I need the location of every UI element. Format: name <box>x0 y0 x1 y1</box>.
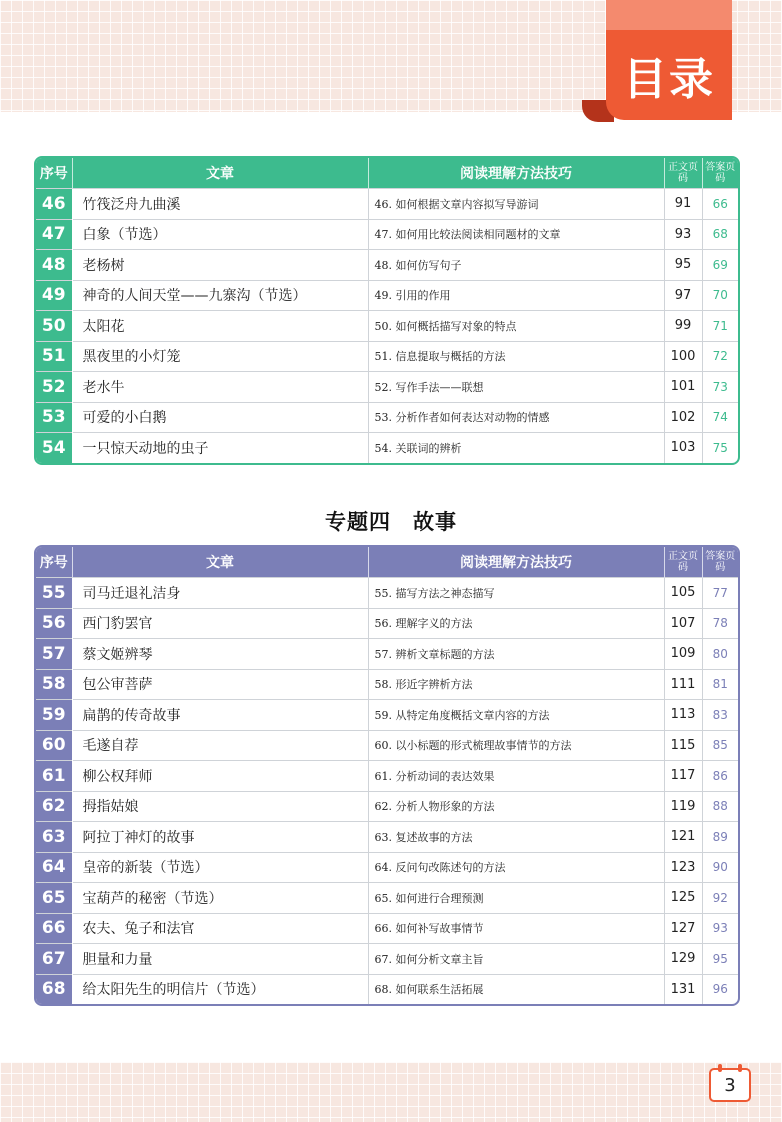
article-title: 包公审菩萨 <box>72 669 368 700</box>
toc-table-1 <box>34 156 740 465</box>
technique-text: 68. 如何联系生活拓展 <box>368 974 664 1004</box>
row-number: 68 <box>36 974 72 1004</box>
row-number: 62 <box>36 791 72 822</box>
page-number-cell: 103 <box>664 433 702 463</box>
article-title: 老杨树 <box>72 250 368 281</box>
answer-page-cell: 81 <box>702 669 738 700</box>
row-number: 53 <box>36 402 72 433</box>
page-number-cell: 123 <box>664 852 702 883</box>
page-number-cell: 109 <box>664 639 702 670</box>
technique-text: 67. 如何分析文章主旨 <box>368 944 664 975</box>
article-title: 皇帝的新装（节选） <box>72 852 368 883</box>
row-number: 66 <box>36 913 72 944</box>
technique-text: 48. 如何仿写句子 <box>368 250 664 281</box>
table-row <box>36 852 738 883</box>
table-row <box>36 669 738 700</box>
article-title: 竹筏泛舟九曲溪 <box>72 189 368 220</box>
row-number: 57 <box>36 639 72 670</box>
article-title: 黑夜里的小灯笼 <box>72 341 368 372</box>
page-number-cell: 111 <box>664 669 702 700</box>
page-number-cell: 121 <box>664 822 702 853</box>
table-row <box>36 883 738 914</box>
answer-page-cell: 74 <box>702 402 738 433</box>
table-row <box>36 639 738 670</box>
answer-page-cell: 68 <box>702 219 738 250</box>
page-number-cell: 99 <box>664 311 702 342</box>
answer-page-cell: 80 <box>702 639 738 670</box>
page-number-cell: 95 <box>664 250 702 281</box>
technique-text: 52. 写作手法——联想 <box>368 372 664 403</box>
table-row <box>36 578 738 609</box>
row-number: 64 <box>36 852 72 883</box>
page-number-cell: 101 <box>664 372 702 403</box>
toc-table-2 <box>34 545 740 1006</box>
article-title: 太阳花 <box>72 311 368 342</box>
article-title: 毛遂自荐 <box>72 730 368 761</box>
page-number-cell: 102 <box>664 402 702 433</box>
table-row <box>36 189 738 220</box>
page-number-cell: 100 <box>664 341 702 372</box>
page-number-cell: 113 <box>664 700 702 731</box>
technique-text: 54. 关联词的辨析 <box>368 433 664 463</box>
topic-heading: 专题四 故事 <box>325 510 457 534</box>
page-number-cell: 127 <box>664 913 702 944</box>
article-title: 胆量和力量 <box>72 944 368 975</box>
technique-text: 55. 描写方法之神态描写 <box>368 578 664 609</box>
article-title: 拇指姑娘 <box>72 791 368 822</box>
table-row <box>36 791 738 822</box>
answer-page-cell: 92 <box>702 883 738 914</box>
technique-text: 59. 从特定角度概括文章内容的方法 <box>368 700 664 731</box>
row-number: 58 <box>36 669 72 700</box>
row-number: 67 <box>36 944 72 975</box>
technique-text: 53. 分析作者如何表达对动物的情感 <box>368 402 664 433</box>
table-row <box>36 372 738 403</box>
answer-page-cell: 85 <box>702 730 738 761</box>
article-title: 白象（节选） <box>72 219 368 250</box>
table-row <box>36 219 738 250</box>
article-title: 蔡文姬辨琴 <box>72 639 368 670</box>
article-title: 可爱的小白鹅 <box>72 402 368 433</box>
header-technique: 阅读理解方法技巧 <box>368 547 664 578</box>
header-page: 正文页码 <box>664 158 702 189</box>
header-article: 文章 <box>72 547 368 578</box>
page-number-cell: 129 <box>664 944 702 975</box>
table-row <box>36 913 738 944</box>
technique-text: 63. 复述故事的方法 <box>368 822 664 853</box>
row-number: 56 <box>36 608 72 639</box>
answer-page-cell: 86 <box>702 761 738 792</box>
page-number-cell: 131 <box>664 974 702 1004</box>
answer-page-cell: 66 <box>702 189 738 220</box>
answer-page-cell: 72 <box>702 341 738 372</box>
table-row <box>36 402 738 433</box>
technique-text: 56. 理解字义的方法 <box>368 608 664 639</box>
technique-text: 57. 辨析文章标题的方法 <box>368 639 664 670</box>
article-title: 司马迁退礼洁身 <box>72 578 368 609</box>
technique-text: 51. 信息提取与概括的方法 <box>368 341 664 372</box>
article-title: 柳公权拜师 <box>72 761 368 792</box>
technique-text: 46. 如何根据文章内容拟写导游词 <box>368 189 664 220</box>
article-title: 给太阳先生的明信片（节选） <box>72 974 368 1004</box>
row-number: 59 <box>36 700 72 731</box>
header-answer: 答案页码 <box>702 158 738 189</box>
answer-page-cell: 95 <box>702 944 738 975</box>
table-row <box>36 822 738 853</box>
table-row <box>36 280 738 311</box>
article-title: 西门豹罢官 <box>72 608 368 639</box>
table-row <box>36 311 738 342</box>
row-number: 49 <box>36 280 72 311</box>
answer-page-cell: 78 <box>702 608 738 639</box>
article-title: 扁鹊的传奇故事 <box>72 700 368 731</box>
article-title: 一只惊天动地的虫子 <box>72 433 368 463</box>
table-row <box>36 433 738 463</box>
row-number: 48 <box>36 250 72 281</box>
article-title: 老水牛 <box>72 372 368 403</box>
table-header-row <box>36 547 738 578</box>
table-row <box>36 944 738 975</box>
table-body-2 <box>36 578 738 1005</box>
table-row <box>36 608 738 639</box>
page-number-cell: 105 <box>664 578 702 609</box>
header-num: 序号 <box>36 547 72 578</box>
row-number: 50 <box>36 311 72 342</box>
table-body-1 <box>36 189 738 463</box>
page-number-cell: 93 <box>664 219 702 250</box>
row-number: 46 <box>36 189 72 220</box>
technique-text: 60. 以小标题的形式梳理故事情节的方法 <box>368 730 664 761</box>
answer-page-cell: 70 <box>702 280 738 311</box>
table-row <box>36 974 738 1004</box>
header-page: 正文页码 <box>664 547 702 578</box>
table-header-row <box>36 158 738 189</box>
answer-page-cell: 77 <box>702 578 738 609</box>
technique-text: 66. 如何补写故事情节 <box>368 913 664 944</box>
answer-page-cell: 83 <box>702 700 738 731</box>
table-row <box>36 250 738 281</box>
technique-text: 50. 如何概括描写对象的特点 <box>368 311 664 342</box>
row-number: 47 <box>36 219 72 250</box>
page-number-cell: 115 <box>664 730 702 761</box>
answer-page-cell: 73 <box>702 372 738 403</box>
answer-page-cell: 71 <box>702 311 738 342</box>
row-number: 55 <box>36 578 72 609</box>
table-row <box>36 700 738 731</box>
technique-text: 61. 分析动词的表达效果 <box>368 761 664 792</box>
article-title: 宝葫芦的秘密（节选） <box>72 883 368 914</box>
page-number-cell: 119 <box>664 791 702 822</box>
answer-page-cell: 96 <box>702 974 738 1004</box>
technique-text: 58. 形近字辨析方法 <box>368 669 664 700</box>
table-row <box>36 761 738 792</box>
page-number-cell: 107 <box>664 608 702 639</box>
footer-grid-band <box>0 1062 782 1122</box>
header-num: 序号 <box>36 158 72 189</box>
header-answer: 答案页码 <box>702 547 738 578</box>
page-number-cell: 97 <box>664 280 702 311</box>
table-row <box>36 730 738 761</box>
row-number: 63 <box>36 822 72 853</box>
header-article: 文章 <box>72 158 368 189</box>
article-title: 神奇的人间天堂——九寨沟（节选） <box>72 280 368 311</box>
technique-text: 47. 如何用比较法阅读相同题材的文章 <box>368 219 664 250</box>
row-number: 51 <box>36 341 72 372</box>
row-number: 61 <box>36 761 72 792</box>
technique-text: 49. 引用的作用 <box>368 280 664 311</box>
row-number: 54 <box>36 433 72 463</box>
page-title: 目录 <box>606 30 732 120</box>
article-title: 农夫、兔子和法官 <box>72 913 368 944</box>
row-number: 52 <box>36 372 72 403</box>
page-number: 3 <box>709 1068 751 1102</box>
page-number-cell: 125 <box>664 883 702 914</box>
title-tab-top <box>606 0 732 30</box>
technique-text: 64. 反问句改陈述句的方法 <box>368 852 664 883</box>
technique-text: 65. 如何进行合理预测 <box>368 883 664 914</box>
row-number: 65 <box>36 883 72 914</box>
answer-page-cell: 75 <box>702 433 738 463</box>
page-number-cell: 117 <box>664 761 702 792</box>
answer-page-cell: 69 <box>702 250 738 281</box>
answer-page-cell: 89 <box>702 822 738 853</box>
table-row <box>36 341 738 372</box>
header-technique: 阅读理解方法技巧 <box>368 158 664 189</box>
technique-text: 62. 分析人物形象的方法 <box>368 791 664 822</box>
page-number-cell: 91 <box>664 189 702 220</box>
answer-page-cell: 88 <box>702 791 738 822</box>
answer-page-cell: 90 <box>702 852 738 883</box>
row-number: 60 <box>36 730 72 761</box>
article-title: 阿拉丁神灯的故事 <box>72 822 368 853</box>
answer-page-cell: 93 <box>702 913 738 944</box>
